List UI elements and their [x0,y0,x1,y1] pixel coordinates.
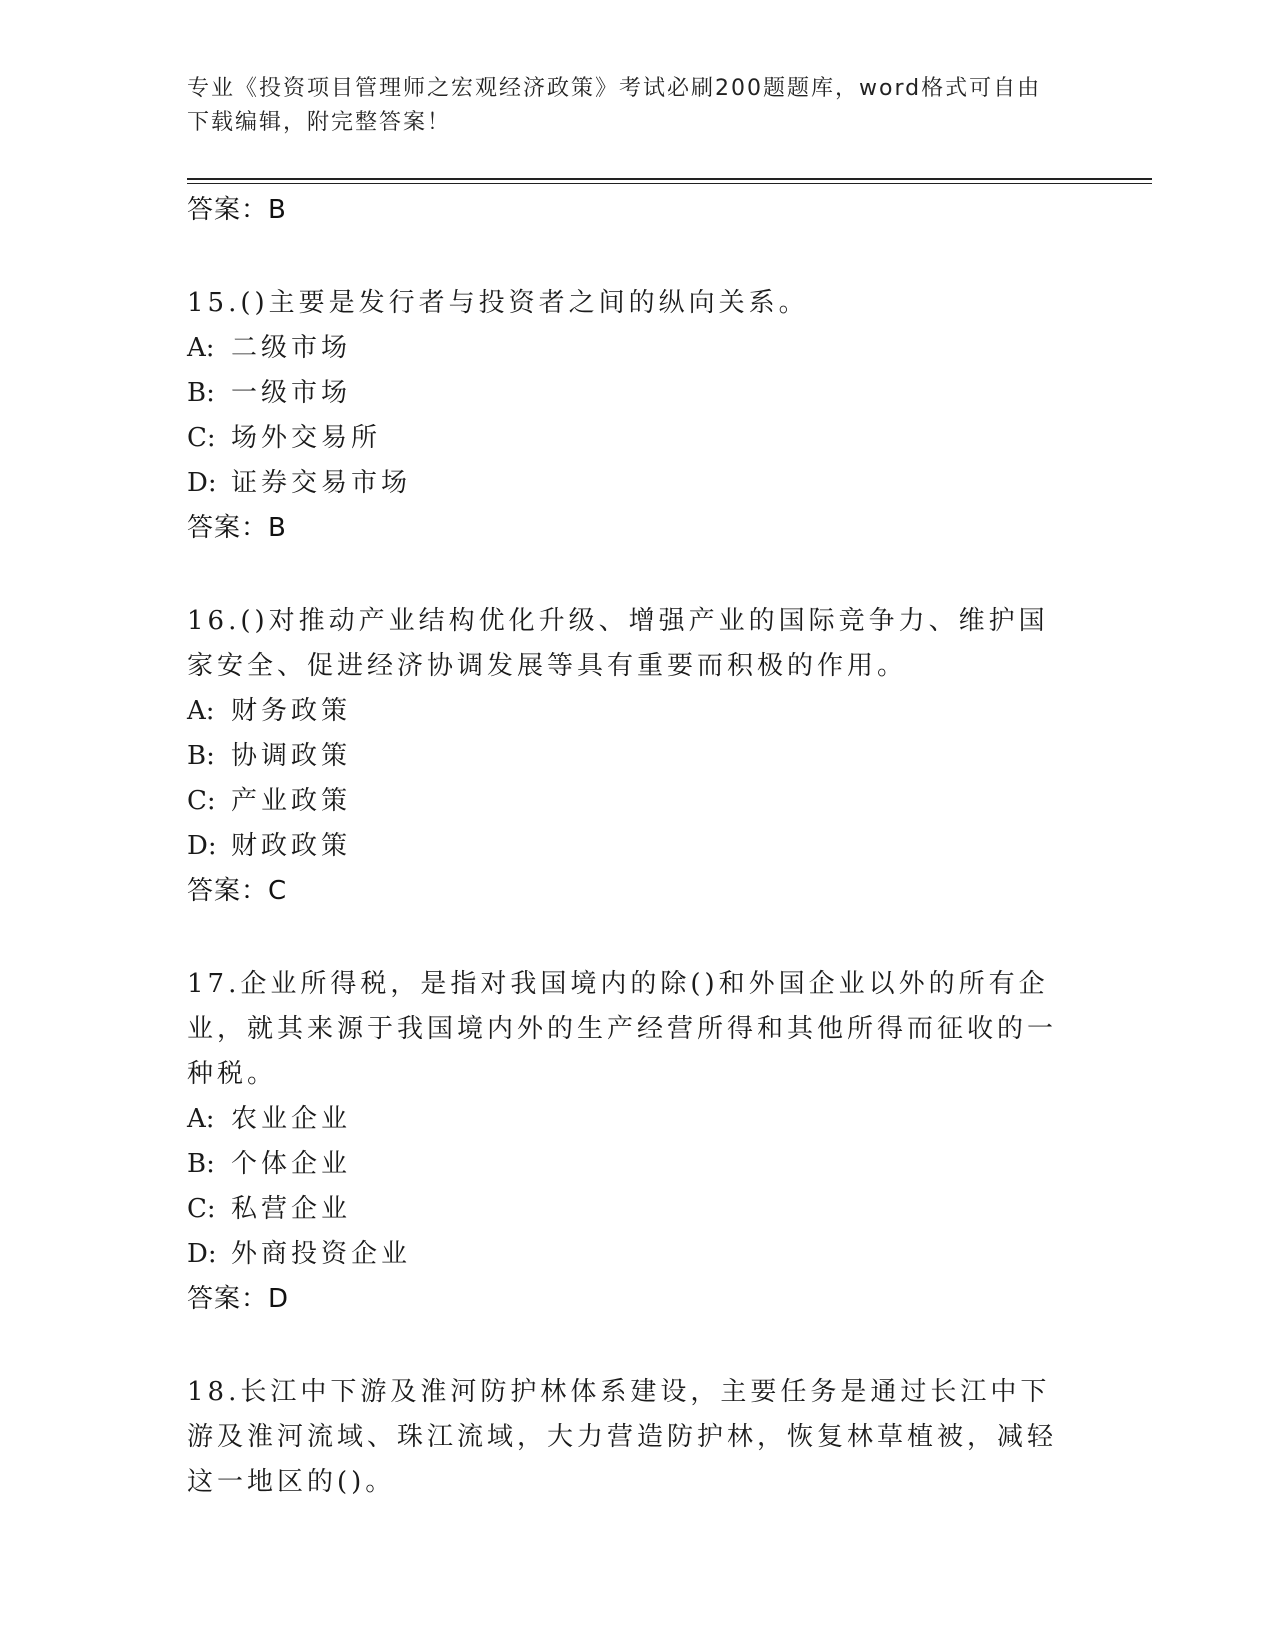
option-text: 私营企业 [231,1194,352,1224]
option-text: 外商投资企业 [231,1239,412,1269]
option-key: A: [187,1104,215,1134]
option-b [187,371,1077,416]
option-b [187,1142,1077,1187]
answer-line: 答案：B [187,513,287,543]
option-c [187,779,1077,824]
option-text: 二级市场 [231,333,352,363]
question-block [187,599,1077,914]
option-b [187,734,1077,779]
question-text: 16.()对推动产业结构优化升级、增强产业的国际竞争力、维护国家安全、促进经济协调发展等具有重要而积极的作用。 [187,606,1049,681]
header-rule-thin [187,183,1152,184]
header-line-2: 下载编辑，附完整答案！ [187,110,452,135]
option-text: 财政政策 [231,831,352,861]
option-key: B: [187,378,215,408]
option-text: 协调政策 [231,741,352,771]
option-key: C: [187,423,216,453]
option-text: 证券交易市场 [231,468,412,498]
answer-value: B [268,513,287,543]
option-key: B: [187,741,215,771]
answer-line: 答案：B [187,195,287,225]
option-key: D: [187,1239,217,1269]
option-text: 场外交易所 [231,423,382,453]
option-key: A: [187,333,215,363]
document-body [187,188,1077,1505]
option-c [187,416,1077,461]
option-d [187,1232,1077,1277]
question-text: 15.()主要是发行者与投资者之间的纵向关系。 [187,288,809,318]
option-key: A: [187,696,215,726]
option-text: 个体企业 [231,1149,352,1179]
header-rule-thick [187,178,1152,180]
option-key: C: [187,786,216,816]
question-text: 17.企业所得税，是指对我国境内的除()和外国企业以外的所有企业，就其来源于我国境内外的生产经营所得和其他所得而征收的一种税。 [187,969,1058,1089]
option-a [187,1097,1077,1142]
answer-value: B [268,195,287,225]
header-line-1: 专业《投资项目管理师之宏观经济政策》考试必刷200题题库，word格式可自由 [187,76,1042,101]
option-text: 财务政策 [231,696,352,726]
answer-value: C [268,876,288,906]
option-text: 农业企业 [231,1104,352,1134]
option-d [187,824,1077,869]
option-text: 一级市场 [231,378,352,408]
option-key: B: [187,1149,215,1179]
answer-value: D [268,1284,290,1314]
option-text: 产业政策 [231,786,352,816]
answer-line: 答案：C [187,876,288,906]
option-key: D: [187,831,217,861]
question-text: 18.长江中下游及淮河防护林体系建设，主要任务是通过长江中下游及淮河流域、珠江流域，大力营造防护林，恢复林草植被，减轻这一地区的()。 [187,1377,1058,1497]
option-key: C: [187,1194,216,1224]
option-c [187,1187,1077,1232]
answer-line: 答案：D [187,1284,290,1314]
document-header [187,72,1067,140]
question-block [187,962,1077,1322]
question-block [187,1370,1077,1505]
option-key: D: [187,468,217,498]
option-a [187,326,1077,371]
question-block [187,281,1077,551]
option-a [187,689,1077,734]
option-d [187,461,1077,506]
